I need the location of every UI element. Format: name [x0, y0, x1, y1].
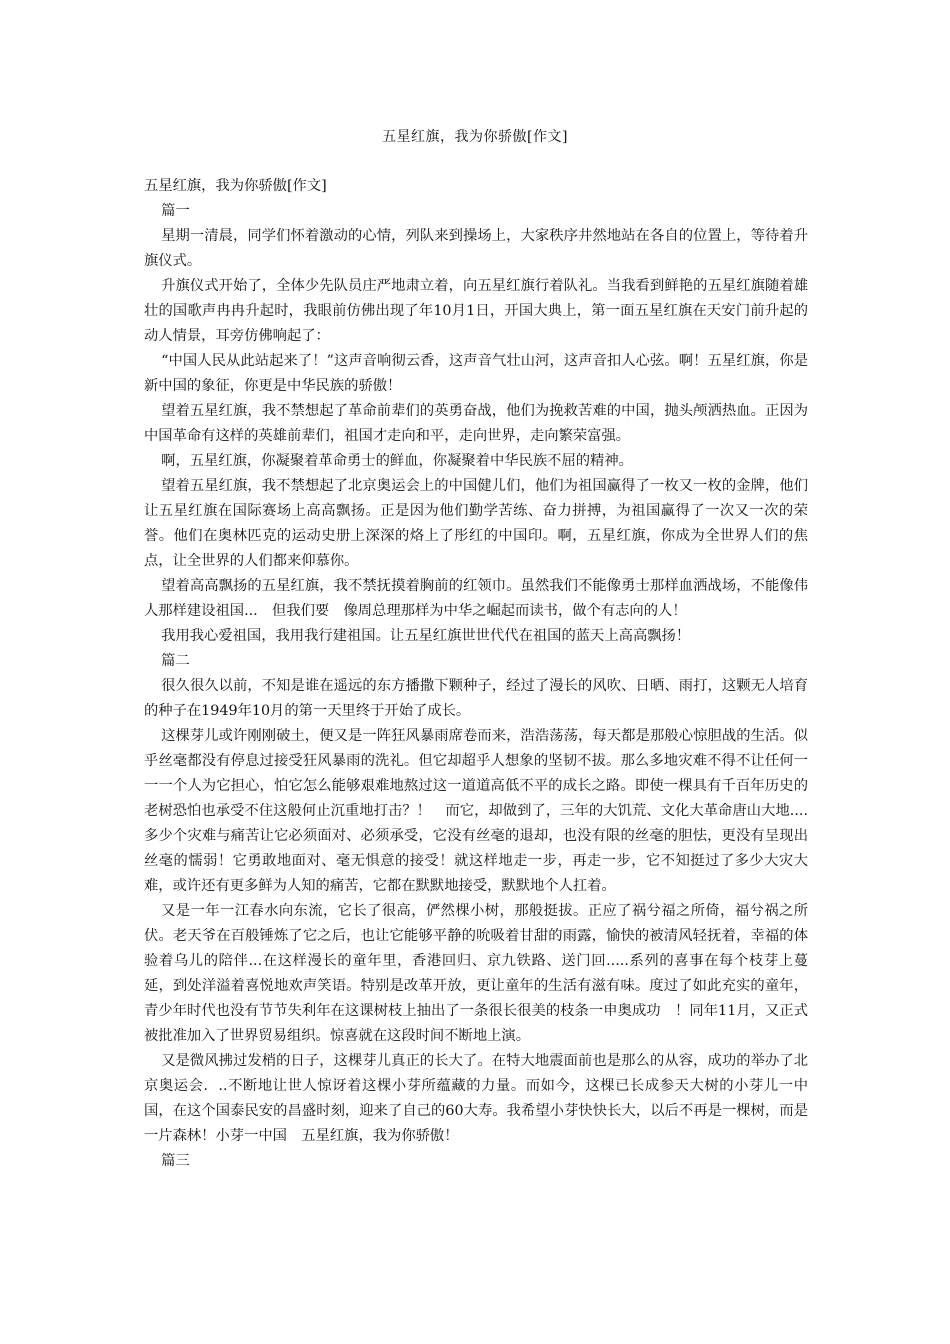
paragraph: 很久很久以前，不知是谁在遥远的东方播撒下颗种子，经过了漫长的风吹、日晒、雨打，这颗无人培育的种子在1949年10月的第一天里终于开始了成长。	[144, 678, 808, 719]
section-label-1: 篇一	[161, 203, 190, 219]
paragraph: 升旗仪式开始了，全体少先队员庄严地肃立着，向五星红旗行着队礼。当我看到鲜艳的五星红旗随着雄壮的国歌声冉冉升起时，我眼前仿佛出现了年10月1日，开国大典上，第一面五星红旗在天安门前升起的动人情景，耳旁仿佛响起了：	[144, 278, 808, 344]
document-title: 五星红旗，我为你骄傲[作文]	[382, 129, 568, 145]
paragraph: “中国人民从此站起来了！”这声音响彻云香，这声音气壮山河，这声音扣人心弦。啊！五星红旗，你是新中国的象征，你更是中华民族的骄傲！	[144, 353, 808, 394]
paragraph: 星期一清晨，同学们怀着激动的心情，列队来到操场上，大家秩序井然地站在各自的位置上，等待着升旗仪式。	[144, 228, 808, 269]
body-heading: 五星红旗，我为你骄傲[作文]	[144, 178, 327, 194]
paragraph: 又是一年一江春水向东流，它长了很高，俨然棵小树，那般挺拔。正应了祸兮福之所倚，福兮祸之所伏。老天爷在百般锤炼了它之后，也让它能够平静的吮吸着甘甜的雨露，愉快的被清风轻抚着，幸福的体验着乌儿的陪伴...在这样漫长的童年里，香港回归、京九铁路、送门回.....系列的喜事在每个枝芽上蔓延，到处洋溢着喜悦地欢声笑语。特别是改革开放，更让童年的生活有滋有味。度过了如此充实的童年，青少年时代也没有节节失利年在这课树枝上抽出了一条很长很美的枝条一申奥成功 ！同年11月，又正式被批准加入了世界贸易组织。惊喜就在这段时间不断地上演。	[144, 903, 808, 1044]
section-label-3: 篇三	[161, 1153, 190, 1169]
document-body	[144, 174, 823, 1174]
paragraph: 这棵芽儿或许刚刚破土，便又是一阵狂风暴雨席卷而来，浩浩荡荡，每天都是那般心惊胆战的生活。似乎丝毫都没有停息过接受狂风暴雨的洗礼。但它却超乎人想象的坚韧不拔。那么多地灾难不得不让任何一一一个人为它担心，怕它怎么能够艰难地熬过这一道道高低不平的成长之路。即使一棵具有千百年历史的老树恐怕也承受不住这般何止沉重地打击？！ 而它，却做到了，三年的大饥荒、文化大革命唐山大地.... 多少个灾难与痛苦让它必须面对、必须承受，它没有丝毫的退却，也没有限的丝毫的胆怯，更没有呈现出丝毫的懦弱！它勇敢地面对、毫无惧意的接受！就这样地走一步，再走一步，它不知挺过了多少大灾大难，或许还有更多鲜为人知的痛苦，它都在默默地接受，默默地个人扛着。	[144, 728, 823, 894]
paragraph: 啊，五星红旗，你凝聚着革命勇士的鲜血，你凝聚着中华民族不屈的精神。	[161, 453, 633, 469]
paragraph: 我用我心爱祖国，我用我行建祖国。让五星红旗世世代代在祖国的蓝天上高高飘扬！	[161, 628, 691, 644]
paragraph: 望着高高飘扬的五星红旗，我不禁抚摸着胸前的红领巾。虽然我们不能像勇士那样血洒战场，不能像伟人那样建设祖国... 但我们要 像周总理那样为中华之崛起而读书，做个有志向的人！	[144, 578, 808, 619]
paragraph: 又是微风拂过发梢的日子，这棵芽儿真正的长大了。在特大地震面前也是那么的从容，成功的举办了北京奥运会．..不断地让世人惊讶着这棵小芽所蕴藏的力量。而如今，这棵已长成参天大树的小芽儿一中国，在这个国泰民安的昌盛时刻，迎来了自己的60大寿。我希望小芽快快长大，以后不再是一棵树，而是一片森林！小芽一中国 五星红旗，我为你骄傲！	[144, 1053, 808, 1144]
section-label-2: 篇二	[161, 653, 190, 669]
paragraph: 望着五星红旗，我不禁想起了革命前辈们的英勇奋战，他们为挽救苦难的中国，抛头颅洒热血。正因为中国革命有这样的英雄前辈们，祖国才走向和平，走向世界，走向繁荣富强。	[144, 403, 808, 444]
paragraph: 望着五星红旗，我不禁想起了北京奥运会上的中国健儿们，他们为祖国赢得了一枚又一枚的金牌，他们让五星红旗在国际赛场上高高飘扬。正是因为他们勤学苦练、奋力拼搏，为祖国赢得了一次又一次的荣誉。他们在奥林匹克的运动史册上深深的烙上了彤红的中国印。啊，五星红旗，你成为全世界人们的焦点，让全世界的人们都来仰慕你。	[144, 478, 808, 569]
